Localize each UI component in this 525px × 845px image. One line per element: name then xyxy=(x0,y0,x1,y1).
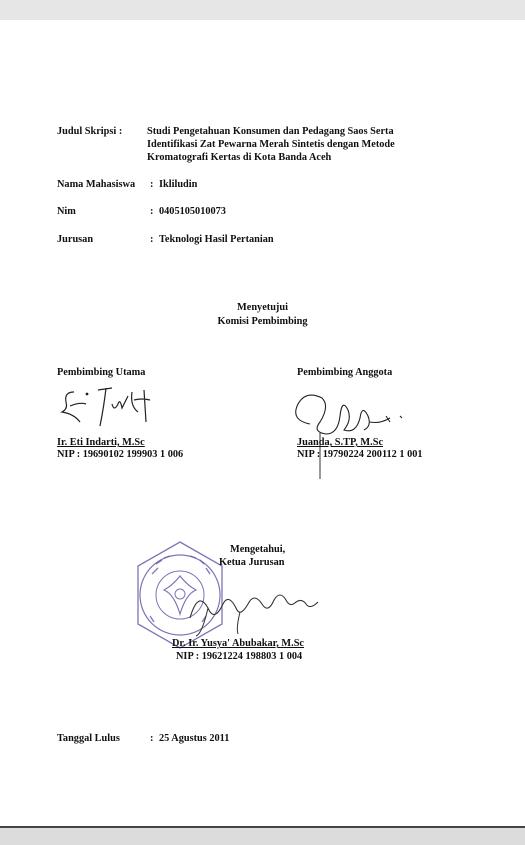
main-advisor-signature xyxy=(60,382,170,432)
thesis-title-line: Kromatografi Kertas di Kota Banda Aceh xyxy=(147,152,332,163)
student-name-label: Nama Mahasiswa xyxy=(57,179,136,190)
department-value: Teknologi Hasil Pertanian xyxy=(159,234,274,245)
approval-heading: Menyetujui xyxy=(237,302,288,313)
member-advisor-role: Pembimbing Anggota xyxy=(297,367,393,378)
main-advisor-nip: NIP : 19690102 199903 1 006 xyxy=(57,449,184,460)
thesis-title xyxy=(147,125,447,164)
main-advisor-role: Pembimbing Utama xyxy=(57,367,146,378)
member-advisor-name: Juanda, S.TP, M.Sc xyxy=(297,437,384,448)
member-advisor-signature xyxy=(286,374,416,484)
member-advisor-nip: NIP : 19790224 200112 1 001 xyxy=(297,449,423,460)
nim-label: Nim xyxy=(57,206,76,217)
thesis-title-line: Identifikasi Zat Pewarna Merah Sintetis dengan Metode xyxy=(147,139,395,150)
department-head-title: Ketua Jurusan xyxy=(219,557,285,568)
colon: : xyxy=(150,733,154,744)
thesis-title-label: Judul Skripsi : xyxy=(57,126,123,137)
thesis-title-line: Studi Pengetahuan Konsumen dan Pedagang Saos Serta xyxy=(147,126,394,137)
department-label: Jurusan xyxy=(57,234,94,245)
acknowledged-label: Mengetahui, xyxy=(230,544,286,555)
department-head-signature xyxy=(178,578,328,638)
scan-top-margin xyxy=(0,0,525,20)
graduation-date-label: Tanggal Lulus xyxy=(57,733,120,744)
department-head-nip: NIP : 19621224 198803 1 004 xyxy=(176,651,303,662)
graduation-date-value: 25 Agustus 2011 xyxy=(159,733,230,744)
department-head-name: Dr. Ir. Yusya' Abubakar, M.Sc xyxy=(172,638,304,649)
main-advisor-name: Ir. Eti Indarti, M.Sc xyxy=(57,437,145,448)
student-name-value: Ikliludin xyxy=(159,179,198,190)
colon: : xyxy=(150,206,154,217)
colon: : xyxy=(150,179,154,190)
colon: : xyxy=(150,234,154,245)
committee-heading: Komisi Pembimbing xyxy=(217,316,308,327)
nim-value: 0405105010073 xyxy=(159,206,226,217)
scan-bottom-margin xyxy=(0,826,525,845)
